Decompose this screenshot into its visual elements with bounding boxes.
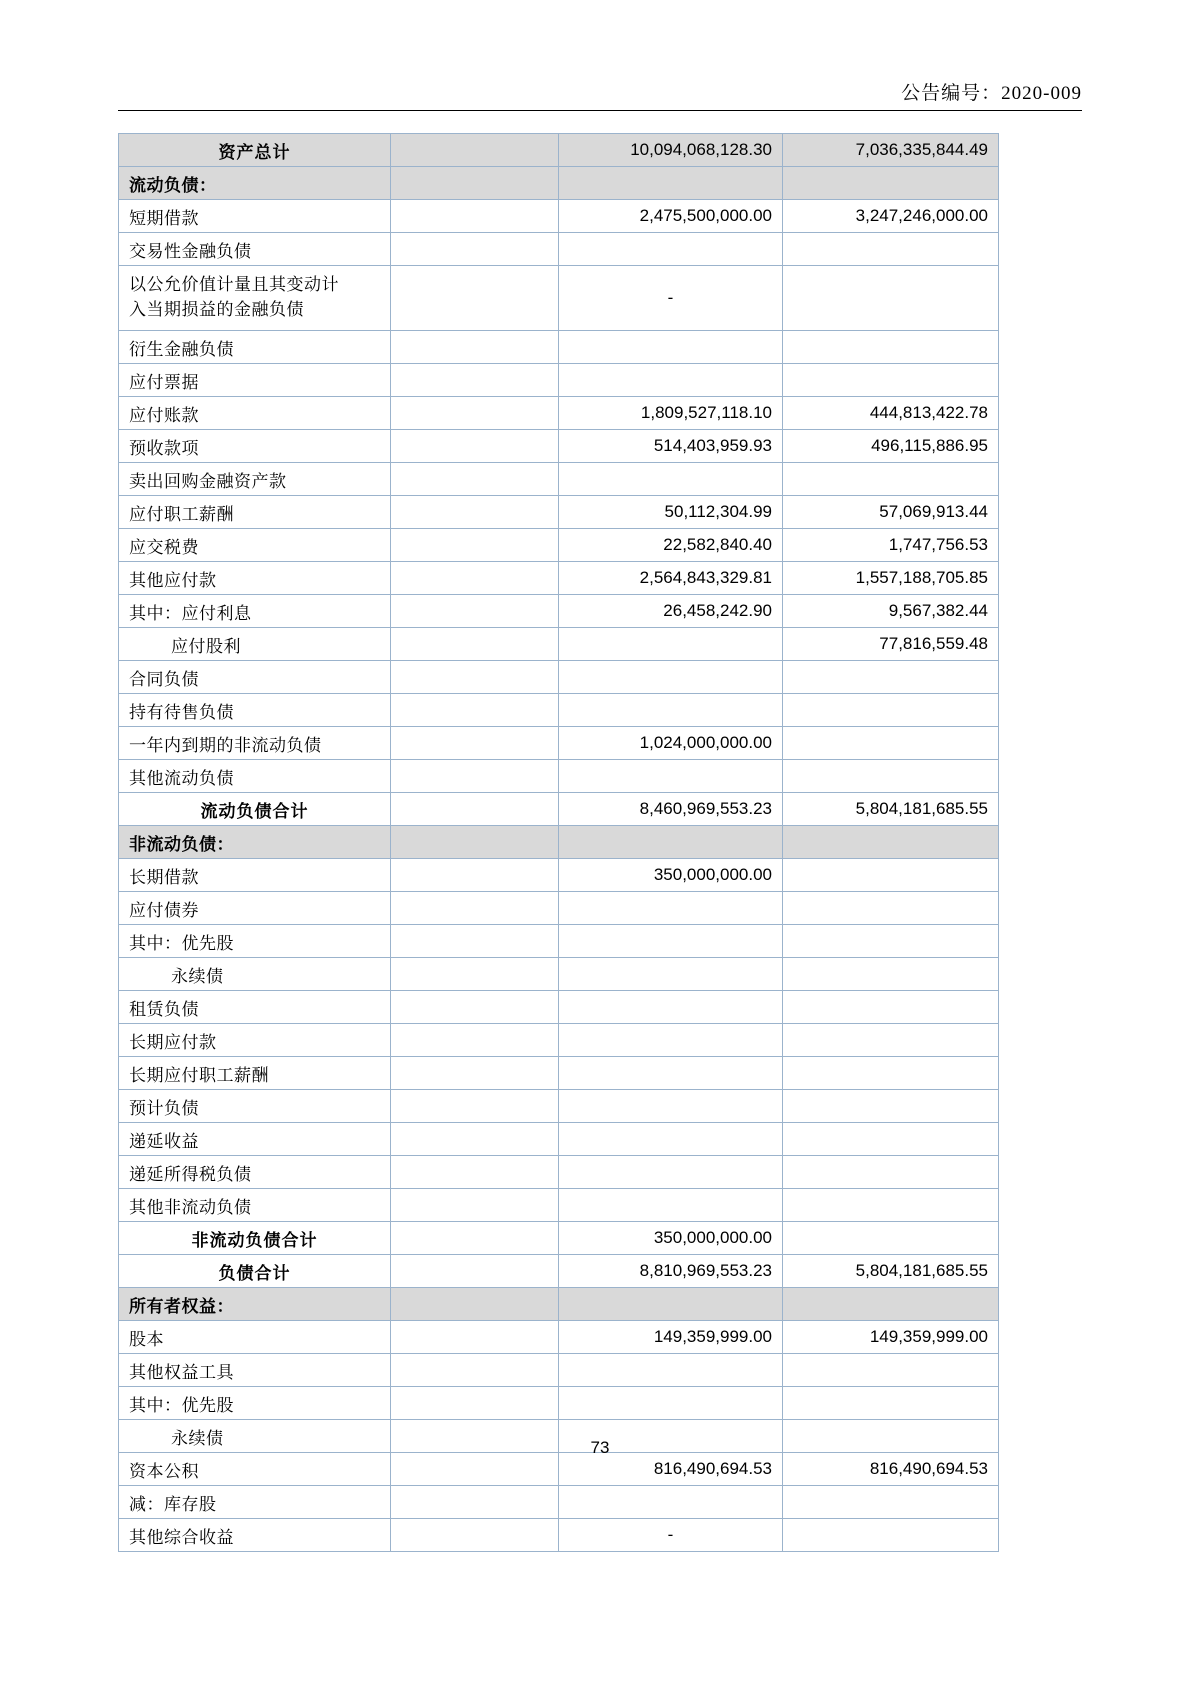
- row-value-current: [559, 760, 783, 793]
- row-label-line: 入当期损益的金融负债: [129, 300, 304, 319]
- row-value-current: 10,094,068,128.30: [559, 134, 783, 167]
- table-row: [119, 892, 999, 925]
- row-note: [391, 397, 559, 430]
- row-label: 应付股利: [119, 628, 391, 661]
- row-value-current: [559, 233, 783, 266]
- row-label: 流动负债：: [119, 167, 391, 200]
- row-value-current: [559, 364, 783, 397]
- row-note: [391, 134, 559, 167]
- row-value-prior: 57,069,913.44: [783, 496, 999, 529]
- table-row: [119, 1123, 999, 1156]
- row-note: [391, 496, 559, 529]
- row-note: [391, 200, 559, 233]
- table-row: [119, 1024, 999, 1057]
- row-value-current: [559, 463, 783, 496]
- row-value-prior: [783, 1189, 999, 1222]
- row-label: 非流动负债：: [119, 826, 391, 859]
- table-row: [119, 958, 999, 991]
- row-value-current: -: [559, 266, 783, 331]
- table-row: [119, 694, 999, 727]
- row-note: [391, 727, 559, 760]
- row-label: 永续债: [119, 958, 391, 991]
- row-value-current: [559, 826, 783, 859]
- row-value-current: 1,024,000,000.00: [559, 727, 783, 760]
- row-value-prior: [783, 167, 999, 200]
- row-label: 减：库存股: [119, 1486, 391, 1519]
- row-value-prior: [783, 1090, 999, 1123]
- row-label: 预计负债: [119, 1090, 391, 1123]
- row-note: [391, 661, 559, 694]
- row-label: 应付账款: [119, 397, 391, 430]
- row-value-prior: [783, 266, 999, 331]
- row-value-current: 1,809,527,118.10: [559, 397, 783, 430]
- row-value-current: [559, 925, 783, 958]
- row-label-line: 以公允价值计量且其变动计: [129, 275, 339, 295]
- row-label: 应付债券: [119, 892, 391, 925]
- row-value-prior: [783, 991, 999, 1024]
- row-note: [391, 430, 559, 463]
- row-note: [391, 167, 559, 200]
- row-label: 递延所得税负债: [119, 1156, 391, 1189]
- table-row: [119, 529, 999, 562]
- row-value-prior: 7,036,335,844.49: [783, 134, 999, 167]
- row-label: 应付票据: [119, 364, 391, 397]
- row-note: [391, 628, 559, 661]
- row-note: [391, 595, 559, 628]
- row-label: 永续债: [119, 1420, 391, 1453]
- row-value-current: 2,564,843,329.81: [559, 562, 783, 595]
- table-row: [119, 628, 999, 661]
- row-value-current: 2,475,500,000.00: [559, 200, 783, 233]
- row-note: [391, 562, 559, 595]
- row-note: [391, 859, 559, 892]
- row-value-prior: 496,115,886.95: [783, 430, 999, 463]
- row-label: 应付职工薪酬: [119, 496, 391, 529]
- table-row: [119, 463, 999, 496]
- row-value-prior: 444,813,422.78: [783, 397, 999, 430]
- row-value-current: [559, 1486, 783, 1519]
- row-label: 其中：应付利息: [119, 595, 391, 628]
- table-row: [119, 1189, 999, 1222]
- row-label: 长期应付款: [119, 1024, 391, 1057]
- row-note: [391, 1387, 559, 1420]
- row-value-current: [559, 1156, 783, 1189]
- row-note: [391, 1519, 559, 1552]
- table-row: [119, 1519, 999, 1552]
- row-label: 资本公积: [119, 1453, 391, 1486]
- row-label: 股本: [119, 1321, 391, 1354]
- row-value-current: 50,112,304.99: [559, 496, 783, 529]
- row-value-prior: [783, 1354, 999, 1387]
- table-row: [119, 595, 999, 628]
- row-value-current: [559, 331, 783, 364]
- table-row: [119, 364, 999, 397]
- row-note: [391, 1321, 559, 1354]
- row-value-current: [559, 991, 783, 1024]
- row-label: 其他非流动负债: [119, 1189, 391, 1222]
- row-value-current: [559, 1123, 783, 1156]
- row-label: 递延收益: [119, 1123, 391, 1156]
- row-value-prior: 816,490,694.53: [783, 1453, 999, 1486]
- row-note: [391, 1189, 559, 1222]
- row-label: 长期应付职工薪酬: [119, 1057, 391, 1090]
- row-value-current: [559, 661, 783, 694]
- table-row: [119, 1354, 999, 1387]
- row-value-current: 514,403,959.93: [559, 430, 783, 463]
- row-value-prior: [783, 727, 999, 760]
- row-value-prior: [783, 1024, 999, 1057]
- row-value-current: [559, 892, 783, 925]
- row-label: 短期借款: [119, 200, 391, 233]
- row-note: [391, 991, 559, 1024]
- row-note: [391, 1222, 559, 1255]
- table-row: [119, 1321, 999, 1354]
- table-row: [119, 1057, 999, 1090]
- table-row: [119, 1288, 999, 1321]
- row-note: [391, 793, 559, 826]
- row-label: 预收款项: [119, 430, 391, 463]
- row-label: 其中：优先股: [119, 925, 391, 958]
- row-note: [391, 1123, 559, 1156]
- row-note: [391, 925, 559, 958]
- row-label: 其他综合收益: [119, 1519, 391, 1552]
- table-row: [119, 661, 999, 694]
- row-value-current: 149,359,999.00: [559, 1321, 783, 1354]
- row-value-prior: [783, 1057, 999, 1090]
- row-value-prior: [783, 826, 999, 859]
- row-value-prior: [783, 1288, 999, 1321]
- row-note: [391, 266, 559, 331]
- row-value-prior: [783, 925, 999, 958]
- row-value-prior: 149,359,999.00: [783, 1321, 999, 1354]
- row-note: [391, 1090, 559, 1123]
- row-value-current: 26,458,242.90: [559, 595, 783, 628]
- row-value-prior: [783, 463, 999, 496]
- row-label: 负债合计: [119, 1255, 391, 1288]
- table-row: [119, 1090, 999, 1123]
- row-label: 流动负债合计: [119, 793, 391, 826]
- row-note: [391, 1354, 559, 1387]
- row-label: 卖出回购金融资产款: [119, 463, 391, 496]
- table-row: [119, 760, 999, 793]
- row-note: [391, 463, 559, 496]
- row-value-current: -: [559, 1519, 783, 1552]
- row-value-prior: 1,747,756.53: [783, 529, 999, 562]
- row-value-current: [559, 1090, 783, 1123]
- row-label: 合同负债: [119, 661, 391, 694]
- row-value-current: [559, 167, 783, 200]
- row-value-prior: [783, 1387, 999, 1420]
- row-value-current: 8,460,969,553.23: [559, 793, 783, 826]
- row-value-prior: 77,816,559.48: [783, 628, 999, 661]
- row-value-prior: 1,557,188,705.85: [783, 562, 999, 595]
- row-label: 长期借款: [119, 859, 391, 892]
- row-value-prior: [783, 760, 999, 793]
- table-row: [119, 233, 999, 266]
- page-number: 73: [590, 1438, 610, 1457]
- row-note: [391, 760, 559, 793]
- row-label: 交易性金融负债: [119, 233, 391, 266]
- row-note: [391, 331, 559, 364]
- row-note: [391, 958, 559, 991]
- row-value-prior: [783, 1156, 999, 1189]
- row-value-current: [559, 1189, 783, 1222]
- row-note: [391, 1255, 559, 1288]
- row-note: [391, 1486, 559, 1519]
- row-value-current: [559, 1354, 783, 1387]
- row-label: 持有待售负债: [119, 694, 391, 727]
- row-value-prior: [783, 859, 999, 892]
- row-label: [119, 266, 391, 331]
- table-row: [119, 925, 999, 958]
- table-row: [119, 1222, 999, 1255]
- row-value-current: [559, 694, 783, 727]
- row-value-prior: [783, 233, 999, 266]
- row-label: 租赁负债: [119, 991, 391, 1024]
- row-value-prior: 3,247,246,000.00: [783, 200, 999, 233]
- header-divider: [118, 110, 1082, 111]
- row-label: 所有者权益：: [119, 1288, 391, 1321]
- table-row: [119, 793, 999, 826]
- row-value-prior: [783, 1519, 999, 1552]
- row-value-prior: [783, 958, 999, 991]
- announcement-number: 公告编号：2020-009: [901, 83, 1082, 104]
- table-row: [119, 1255, 999, 1288]
- row-value-prior: 5,804,181,685.55: [783, 1255, 999, 1288]
- row-value-current: [559, 1387, 783, 1420]
- row-note: [391, 1156, 559, 1189]
- row-label: 衍生金融负债: [119, 331, 391, 364]
- row-value-current: [559, 1057, 783, 1090]
- table-row: [119, 727, 999, 760]
- row-value-current: 22,582,840.40: [559, 529, 783, 562]
- balance-sheet-table: [118, 133, 999, 1552]
- table-row: [119, 1486, 999, 1519]
- row-label: 资产总计: [119, 134, 391, 167]
- row-value-current: 816,490,694.53: [559, 1453, 783, 1486]
- row-note: [391, 364, 559, 397]
- row-label: 应交税费: [119, 529, 391, 562]
- table-row: [119, 331, 999, 364]
- row-note: [391, 892, 559, 925]
- row-note: [391, 233, 559, 266]
- balance-sheet-table-wrap: [118, 133, 998, 1552]
- row-value-prior: [783, 1123, 999, 1156]
- table-row: [119, 826, 999, 859]
- table-row: [119, 430, 999, 463]
- table-row: [119, 991, 999, 1024]
- row-value-prior: [783, 661, 999, 694]
- row-value-current: [559, 628, 783, 661]
- balance-sheet-body: [119, 134, 999, 1552]
- table-row: [119, 1156, 999, 1189]
- table-row: [119, 397, 999, 430]
- table-row: [119, 562, 999, 595]
- row-value-current: 350,000,000.00: [559, 859, 783, 892]
- row-note: [391, 529, 559, 562]
- row-note: [391, 694, 559, 727]
- row-label: 其他流动负债: [119, 760, 391, 793]
- row-value-prior: [783, 331, 999, 364]
- table-row: [119, 496, 999, 529]
- row-value-prior: 5,804,181,685.55: [783, 793, 999, 826]
- row-label: 一年内到期的非流动负债: [119, 727, 391, 760]
- row-value-current: 350,000,000.00: [559, 1222, 783, 1255]
- row-value-current: [559, 1288, 783, 1321]
- row-note: [391, 1288, 559, 1321]
- table-row: [119, 859, 999, 892]
- row-value-prior: 9,567,382.44: [783, 595, 999, 628]
- row-value-current: [559, 1024, 783, 1057]
- row-label: 其中：优先股: [119, 1387, 391, 1420]
- table-row: [119, 167, 999, 200]
- table-row: [119, 200, 999, 233]
- row-value-prior: [783, 1222, 999, 1255]
- row-value-prior: [783, 364, 999, 397]
- row-value-prior: [783, 694, 999, 727]
- table-row: [119, 266, 999, 331]
- table-row: [119, 134, 999, 167]
- row-label: 非流动负债合计: [119, 1222, 391, 1255]
- row-label: 其他应付款: [119, 562, 391, 595]
- row-note: [391, 1024, 559, 1057]
- row-value-current: 8,810,969,553.23: [559, 1255, 783, 1288]
- row-note: [391, 1057, 559, 1090]
- row-note: [391, 826, 559, 859]
- table-row: [119, 1387, 999, 1420]
- row-value-prior: [783, 892, 999, 925]
- row-label: 其他权益工具: [119, 1354, 391, 1387]
- row-value-prior: [783, 1486, 999, 1519]
- row-value-current: [559, 958, 783, 991]
